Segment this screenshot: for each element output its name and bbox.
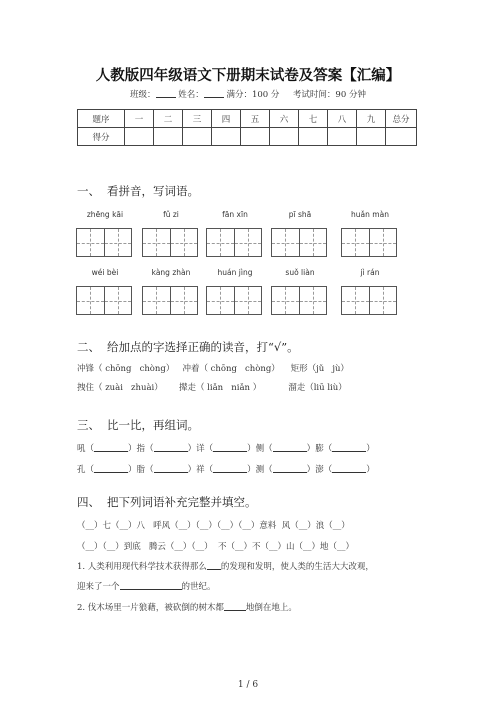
table-cell: 得分 (78, 128, 125, 146)
writing-box[interactable] (142, 228, 198, 257)
section-title: 给加点的字选择正确的读音，打“√”。 (107, 340, 299, 354)
table-cell: 一 (125, 110, 154, 128)
table-cell: 五 (241, 110, 270, 128)
char: 详 (196, 444, 205, 454)
writing-box[interactable] (206, 228, 262, 257)
score-cell[interactable] (154, 128, 183, 146)
writing-box[interactable] (206, 286, 262, 315)
score-cell[interactable] (270, 128, 299, 146)
score-cell[interactable] (328, 128, 357, 146)
section-title: 比一比，再组词。 (107, 418, 199, 432)
writing-box[interactable] (341, 286, 397, 315)
pinyin-label: kàng zhàn (151, 268, 191, 277)
score-table (77, 109, 417, 146)
page-number: 1 / 6 (237, 680, 259, 690)
name-blank[interactable] (204, 88, 224, 98)
answer-blank[interactable] (94, 463, 128, 473)
writing-box[interactable] (271, 286, 327, 315)
question-text: 的世纪。 (181, 582, 216, 592)
compare-row: 孔（ ）脂（ ）祥（ ）测（ ）澎（ ） (77, 465, 375, 475)
pinyin-label: fǔ zi (163, 210, 179, 219)
pronunciation-line[interactable]: 拽住（ zuài zhuài） 撵走（ liǎn niǎn ） 溜走（liū liù） (77, 383, 347, 393)
table-cell: 三 (183, 110, 212, 128)
table-cell: 总分 (386, 110, 417, 128)
pinyin-label: huán jìng (217, 268, 253, 277)
score-cell[interactable] (125, 128, 154, 146)
question-1 (77, 560, 374, 572)
compare-row: 吼（ ）指（ ）详（ ）侧（ ）膨（ ） (77, 444, 375, 454)
section-title: 把下列词语补充完整并填空。 (107, 495, 257, 509)
class-label: 班级： (130, 90, 156, 100)
answer-blank[interactable] (332, 463, 366, 473)
question-1-cont (77, 580, 216, 592)
page-title: 人教版四年级语文下册期末试卷及答案【汇编】 (95, 67, 401, 84)
score-cell[interactable] (241, 128, 270, 146)
char: 祥 (196, 465, 205, 475)
section-number: 一、 (77, 184, 100, 198)
question-text: 地倒在地上。 (245, 603, 297, 613)
pinyin-label: pī shā (288, 210, 312, 219)
table-cell: 六 (270, 110, 299, 128)
section-3-heading (77, 417, 199, 433)
pinyin-label: huǎn màn (351, 210, 389, 219)
idiom-line[interactable]: （__）（__）到底 腾云（__）（__） 不（__）不（__）山（__）地（__） (77, 542, 355, 552)
pinyin-label: fān xīn (222, 210, 248, 219)
writing-box[interactable] (142, 286, 198, 315)
exam-info (0, 88, 496, 100)
writing-box[interactable] (341, 228, 397, 257)
char: 脂 (136, 465, 146, 475)
answer-blank[interactable] (224, 601, 246, 611)
char: 吼 (77, 444, 86, 454)
answer-blank[interactable] (207, 560, 221, 570)
section-number: 二、 (77, 340, 100, 354)
answer-blank[interactable] (120, 580, 182, 590)
answer-blank[interactable] (154, 463, 188, 473)
answer-blank[interactable] (154, 442, 188, 452)
char: 指 (136, 444, 146, 454)
idiom-line[interactable]: （__）七（__）八 呼风（__）（__）（__）（__）意料 风（__）浪（__） (77, 521, 350, 531)
section-4-heading (77, 494, 257, 510)
table-cell: 题序 (78, 110, 125, 128)
section-number: 四、 (77, 495, 100, 509)
char: 测 (255, 465, 265, 475)
section-1-heading (77, 183, 199, 199)
table-cell: 九 (357, 110, 386, 128)
pronunciation-line[interactable]: 冲锋（ chōng chòng） 冲着（ chōng chòng） 矩形（jǔ jù） (77, 364, 349, 374)
section-title: 看拼音，写词语。 (107, 184, 199, 198)
exam-time: 考试时间：90 分钟 (292, 90, 366, 100)
answer-blank[interactable] (332, 442, 366, 452)
char: 侧 (255, 444, 265, 454)
question-text: 2. 伐木场里一片狼藉，被砍倒的树木都 (77, 603, 224, 613)
pinyin-label: zhēng kāi (86, 210, 124, 219)
table-cell: 八 (328, 110, 357, 128)
answer-blank[interactable] (273, 463, 307, 473)
section-number: 三、 (77, 418, 100, 432)
score-table-score-row (78, 128, 417, 146)
pinyin-label: wéi bèi (91, 268, 119, 277)
question-text: 1. 人类利用现代科学技术获得那么 (77, 562, 207, 572)
question-text: 迎来了一个 (77, 582, 120, 592)
question-2 (77, 601, 297, 613)
class-blank[interactable] (156, 88, 176, 98)
answer-blank[interactable] (213, 463, 247, 473)
answer-blank[interactable] (94, 442, 128, 452)
char: 孔 (77, 465, 86, 475)
question-text: 的发现和发明，使人类的生活大大改观， (220, 562, 374, 572)
section-2-heading (77, 339, 299, 355)
writing-box[interactable] (271, 228, 327, 257)
score-cell[interactable] (183, 128, 212, 146)
table-cell: 四 (212, 110, 241, 128)
char: 膨 (315, 444, 324, 454)
score-cell[interactable] (386, 128, 417, 146)
table-cell: 七 (299, 110, 328, 128)
full-score: 满分：100 分 (226, 90, 280, 100)
score-table-header-row (78, 110, 417, 128)
score-cell[interactable] (299, 128, 328, 146)
writing-box[interactable] (76, 228, 132, 257)
table-cell: 二 (154, 110, 183, 128)
pinyin-label: jì rán (360, 268, 380, 277)
pinyin-label: suǒ liàn (285, 268, 315, 277)
name-label: 姓名： (178, 90, 204, 100)
answer-blank[interactable] (213, 442, 247, 452)
char: 澎 (315, 465, 324, 475)
answer-blank[interactable] (273, 442, 307, 452)
score-cell[interactable] (357, 128, 386, 146)
score-cell[interactable] (212, 128, 241, 146)
writing-box[interactable] (76, 286, 132, 315)
